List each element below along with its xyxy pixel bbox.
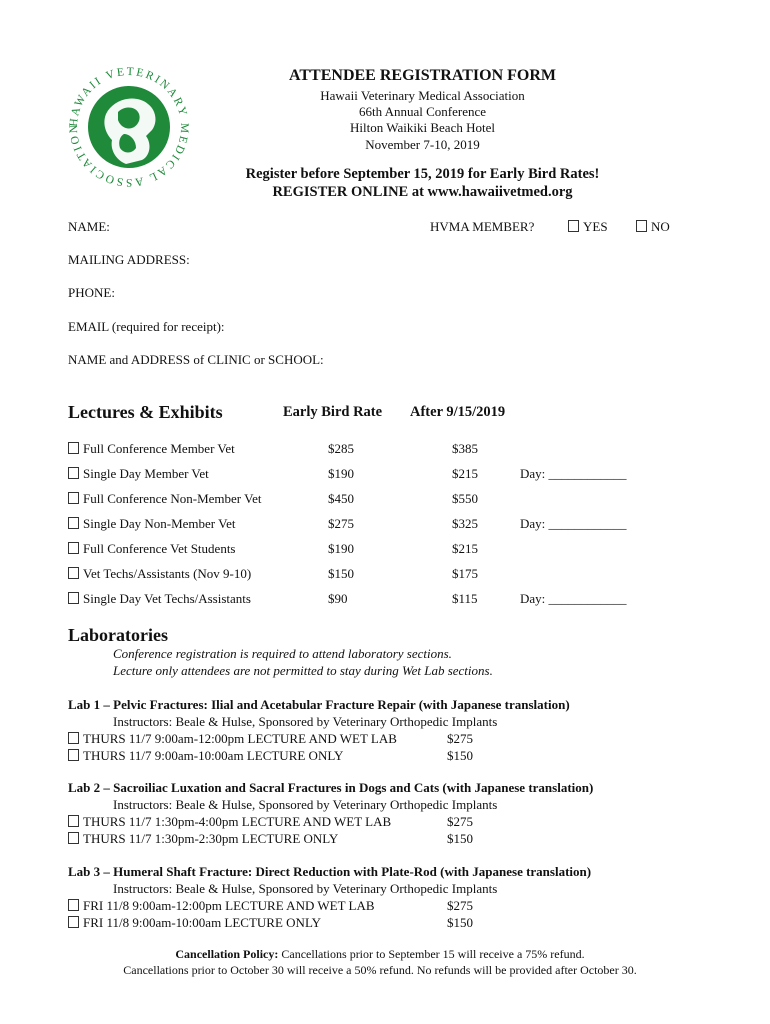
- lecture-checkbox[interactable]: [68, 442, 79, 454]
- lab-option-label: THURS 11/7 9:00am-12:00pm LECTURE AND WET LAB: [83, 731, 397, 746]
- lab-option-price: $275: [447, 814, 473, 829]
- lab-3-title: Lab 3 – Humeral Shaft Fracture: Direct Reduction with Plate-Rod (with Japanese translation): [68, 864, 592, 879]
- lecture-early-price: $190: [328, 466, 354, 481]
- lab-option-price: $275: [447, 731, 473, 746]
- lecture-early-price: $285: [328, 441, 354, 456]
- lecture-day-field[interactable]: Day: ____________: [520, 591, 627, 606]
- member-yes-option[interactable]: [568, 219, 608, 235]
- member-no-option[interactable]: [636, 219, 670, 235]
- lab-1-title: Lab 1 – Pelvic Fractures: Ilial and Acetabular Fracture Repair (with Japanese translation): [68, 697, 570, 712]
- lecture-label: Full Conference Member Vet: [83, 441, 235, 456]
- lab-3-instructors: Instructors: Beale & Hulse, Sponsored by Veterinary Orthopedic Implants: [113, 881, 498, 896]
- lab-checkbox[interactable]: [68, 815, 79, 827]
- lecture-label: Vet Techs/Assistants (Nov 9-10): [83, 566, 252, 581]
- email-label: EMAIL (required for receipt):: [68, 319, 225, 334]
- lecture-after-price: $115: [452, 591, 478, 606]
- lecture-label: Single Day Non-Member Vet: [83, 516, 236, 531]
- lab-option[interactable]: [68, 731, 397, 747]
- lecture-after-price: $325: [452, 516, 478, 531]
- labs-title: Laboratories: [68, 625, 168, 645]
- lecture-label: Single Day Vet Techs/Assistants: [83, 591, 251, 606]
- lecture-early-price: $450: [328, 491, 354, 506]
- lab-2-title: Lab 2 – Sacroiliac Luxation and Sacral Fractures in Dogs and Cats (with Japanese translation): [68, 780, 594, 795]
- lecture-label: Full Conference Vet Students: [83, 541, 236, 556]
- lecture-after-price: $215: [452, 466, 478, 481]
- lab-checkbox[interactable]: [68, 916, 79, 928]
- lab-option-price: $150: [447, 915, 473, 930]
- lecture-label: Single Day Member Vet: [83, 466, 209, 481]
- lecture-after-price: $385: [452, 441, 478, 456]
- labs-note-2: Lecture only attendees are not permitted to stay during Wet Lab sections.: [113, 663, 493, 678]
- lab-1-instructors: Instructors: Beale & Hulse, Sponsored by Veterinary Orthopedic Implants: [113, 714, 498, 729]
- lecture-after-price: $550: [452, 491, 478, 506]
- cancellation-policy-label: Cancellation Policy:: [175, 947, 279, 961]
- conference-dates: November 7-10, 2019: [365, 137, 480, 152]
- form-title: ATTENDEE REGISTRATION FORM: [289, 67, 556, 84]
- lecture-row[interactable]: [68, 466, 209, 482]
- lecture-row[interactable]: [68, 591, 251, 607]
- lecture-checkbox[interactable]: [68, 467, 79, 479]
- lab-option-label: THURS 11/7 9:00am-10:00am LECTURE ONLY: [83, 748, 344, 763]
- name-field-label: NAME:: [68, 219, 110, 234]
- lecture-row[interactable]: [68, 516, 235, 532]
- cancellation-policy-text: Cancellations prior to September 15 will receive a 75% refund.: [281, 947, 585, 961]
- lab-option-price: $150: [447, 748, 473, 763]
- phone-label: PHONE:: [68, 285, 115, 300]
- no-checkbox[interactable]: [636, 220, 647, 232]
- lecture-checkbox[interactable]: [68, 592, 79, 604]
- lecture-early-price: $150: [328, 566, 354, 581]
- no-label: NO: [651, 219, 670, 234]
- lab-option-price: $150: [447, 831, 473, 846]
- lecture-day-field[interactable]: Day: ____________: [520, 466, 627, 481]
- lecture-row[interactable]: [68, 491, 261, 507]
- org-name: Hawaii Veterinary Medical Association: [320, 88, 525, 103]
- lecture-checkbox[interactable]: [68, 517, 79, 529]
- lecture-after-price: $215: [452, 541, 478, 556]
- early-bird-column-header: Early Bird Rate: [283, 404, 383, 420]
- lab-2-instructors: Instructors: Beale & Hulse, Sponsored by Veterinary Orthopedic Implants: [113, 797, 498, 812]
- lab-option[interactable]: [68, 898, 375, 914]
- lecture-after-price: $175: [452, 566, 478, 581]
- lab-checkbox[interactable]: [68, 749, 79, 761]
- venue: Hilton Waikiki Beach Hotel: [350, 120, 495, 135]
- cancellation-policy: [0, 947, 760, 962]
- conference-name: 66th Annual Conference: [358, 104, 487, 119]
- lab-option-label: THURS 11/7 1:30pm-4:00pm LECTURE AND WET LAB: [83, 814, 392, 829]
- after-date-column-header: After 9/15/2019: [410, 404, 506, 420]
- lecture-early-price: $275: [328, 516, 354, 531]
- lecture-checkbox[interactable]: [68, 542, 79, 554]
- lab-option-label: FRI 11/8 9:00am-12:00pm LECTURE AND WET LAB: [83, 898, 375, 913]
- lecture-label: Full Conference Non-Member Vet: [83, 491, 262, 506]
- lecture-row[interactable]: [68, 441, 235, 457]
- yes-label: YES: [583, 219, 608, 234]
- lecture-row[interactable]: [68, 541, 236, 557]
- lab-checkbox[interactable]: [68, 832, 79, 844]
- clinic-label: NAME and ADDRESS of CLINIC or SCHOOL:: [68, 352, 324, 367]
- lab-option-label: FRI 11/8 9:00am-10:00am LECTURE ONLY: [83, 915, 321, 930]
- early-bird-notice: Register before September 15, 2019 for Early Bird Rates!: [245, 166, 600, 182]
- labs-note-1: Conference registration is required to attend laboratory sections.: [113, 646, 452, 661]
- lectures-title: Lectures & Exhibits: [68, 402, 223, 422]
- lecture-day-field[interactable]: Day: ____________: [520, 516, 627, 531]
- lecture-early-price: $190: [328, 541, 354, 556]
- logo-text: HAWAII VETERINARY MEDICAL ASSOCIATION: [67, 65, 191, 189]
- lecture-early-price: $90: [328, 591, 348, 606]
- lab-option-price: $275: [447, 898, 473, 913]
- lab-option[interactable]: [68, 831, 338, 847]
- member-question: HVMA MEMBER?: [430, 219, 535, 234]
- lab-option-label: THURS 11/7 1:30pm-2:30pm LECTURE ONLY: [83, 831, 339, 846]
- lab-option[interactable]: [68, 814, 391, 830]
- lab-checkbox[interactable]: [68, 899, 79, 911]
- lecture-row[interactable]: [68, 566, 251, 582]
- lab-checkbox[interactable]: [68, 732, 79, 744]
- mailing-address-label: MAILING ADDRESS:: [68, 252, 190, 267]
- lab-option[interactable]: [68, 915, 321, 931]
- cancellation-policy-line-2: Cancellations prior to October 30 will receive a 50% refund. No refunds will be provided after October 30.: [123, 963, 637, 977]
- lab-option[interactable]: [68, 748, 343, 764]
- register-online: REGISTER ONLINE at www.hawaiivetmed.org: [272, 184, 573, 200]
- yes-checkbox[interactable]: [568, 220, 579, 232]
- lecture-checkbox[interactable]: [68, 492, 79, 504]
- lecture-checkbox[interactable]: [68, 567, 79, 579]
